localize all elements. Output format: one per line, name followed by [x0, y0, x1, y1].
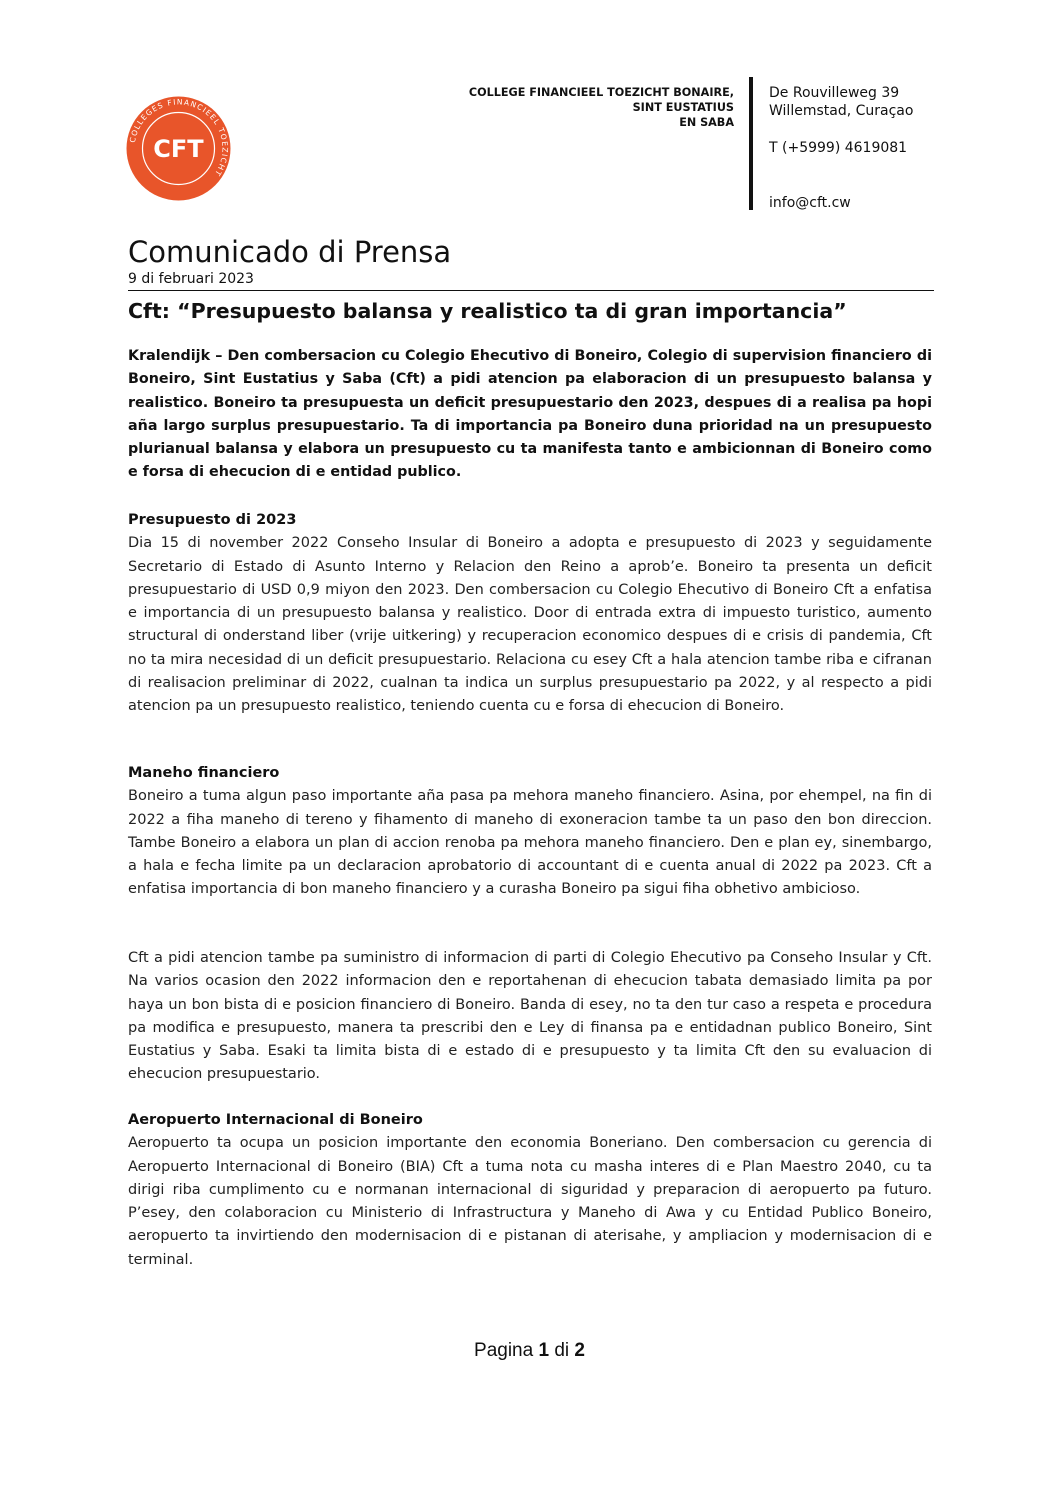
section-body: Cft a pidi atencion tambe pa suministro di informacion di parti di Colegio Ehecutivo pa Conseho Insular y Cft. Na varios ocasion den 2022 informacion den e reportahenan di ehecucion tabata demasiado limita pa por haya un bon bista di e posicion financiero di Boneiro. Banda di esey, no ta den tur caso a respeta e procedura pa modifica e presupuesto, manera ta prescribi den e Ley di finansa pa e entidadnan publico Boneiro, Sint Eustatius y Saba. Esaki ta limita bista di e estado di e presupuesto y ta limita Cft den su evaluacion di ehecucion presupuestario. [128, 950, 932, 1083]
section-maneho-financiero [128, 762, 932, 902]
press-headline: Cft: “Presupuesto balansa y realistico ta di gran importancia” [128, 299, 847, 323]
organization-name [380, 85, 734, 130]
org-line-1: COLLEGE FINANCIEEL TOEZICHT BONAIRE, [468, 86, 734, 99]
page-total: 2 [574, 1340, 585, 1361]
logo-text: CFT [153, 135, 204, 163]
section-heading: Aeropuerto Internacional di Boneiro [128, 1112, 423, 1128]
section-body: Boneiro a tuma algun paso importante aña pasa pa mehora maneho financiero. Asina, por ehempel, na fin di 2022 a fiha maneho di tereno y fihamento di maneho di exoneracion tambe ta un paso den bon direccion. Tambe Boneiro a elabora un plan di accion renoba pa mehora maneho financiero. Den e plan ey, sinembargo, a hala e fecha limite pa un declaracion aprobatorio di accountant di e cuenta anual di 2022 pa 2023. Cft a enfatisa importancia di bon maneho financiero y a curasha Boneiro pa sigui fiha obhetivo ambicioso. [128, 788, 932, 898]
cft-logo [126, 96, 231, 201]
section-informacion [128, 947, 932, 1087]
section-heading: Presupuesto di 2023 [128, 512, 297, 528]
cft-logo-emblem [126, 96, 231, 201]
page-footer [0, 1340, 1059, 1362]
document-type-title: Comunicado di Prensa [128, 235, 452, 269]
email-address: info@cft.cw [769, 195, 851, 211]
header-divider [749, 77, 753, 210]
document-date: 9 di februari 2023 [128, 271, 254, 287]
logo-ring-text: COLLEGES FINANCIEEL TOEZICHT [127, 97, 230, 179]
section-body: Aeropuerto ta ocupa un posicion importante den economia Boneriano. Den combersacion cu gerencia di Aeropuerto Internacional di Boneiro (BIA) Cft a tuma nota cu masha interes di e Plan Maestro 2040, cu ta dirigi riba cumplimento cu e normanan internacional di siguridad y preparacion di aeropuerto pa futuro. P’esey, den colaboracion cu Ministerio di Infrastructura y Maneho di Awa y cu Entidad Publico Boneiro, aeropuerto ta invirtiendo den modernisacion di e pistanan di aterisahe, y ampliacion y modernisacion di e terminal. [128, 1135, 932, 1268]
title-rule [128, 290, 934, 291]
contact-block [769, 84, 913, 212]
address-line-2: Willemstad, Curaçao [769, 103, 914, 119]
section-body: Dia 15 di november 2022 Conseho Insular di Boneiro a adopta e presupuesto di 2023 y seguidamente Secretario di Estado di Asunto Interno y Relacion den Reino a aprob’e. Boneiro ta presenta un deficit presupuestario di USD 0,9 miyon den 2023. Den combersacion cu Colegio Ehecutivo di Boneiro Cft a enfatisa e importancia di un presupuesto balansa y realistico. Door di entrada extra di impuesto turistico, aumento structural di onderstand liber (vrije uitkering) y recuperacion economico despues di e crisis di pandemia, Cft no ta mira necesidad di un deficit presupuestario. Relaciona cu esey Cft a hala atencion tambe riba e cifranan di realisacion preliminar di 2022, cualnan ta indica un surplus presupuestario pa 2022, y al respecto a pidi atencion pa un presupuesto realistico, teniendo cuenta cu e forsa di ehecucion di Boneiro. [128, 535, 932, 715]
org-line-2: SINT EUSTATIUS [632, 101, 734, 114]
page-word: Pagina [474, 1340, 534, 1361]
org-line-3: EN SABA [679, 116, 734, 129]
lead-paragraph: Kralendijk – Den combersacion cu Colegio Ehecutivo di Boneiro, Colegio di supervision financiero di Boneiro, Sint Eustatius y Saba (Cft) a pidi atencion pa elaboracion di un presupuesto balansa y realistico. Boneiro ta presupuesta un deficit presupuestario den 2023, despues di a realisa pa hopi aña largo surplus presupuestario. Ta di importancia pa Boneiro duna prioridad na un presupuesto plurianual balansa y elabora un presupuesto cu ta manifesta tanto e ambicionnan di Boneiro como e forsa di ehecucion di e entidad publico. [128, 348, 932, 481]
section-presupuesto [128, 509, 932, 719]
section-heading: Maneho financiero [128, 765, 280, 781]
section-aeropuerto [128, 1109, 932, 1272]
of-word: di [554, 1340, 570, 1361]
page-current: 1 [538, 1340, 550, 1361]
phone-number: T (+5999) 4619081 [769, 140, 908, 156]
address-line-1: De Rouvilleweg 39 [769, 85, 900, 101]
